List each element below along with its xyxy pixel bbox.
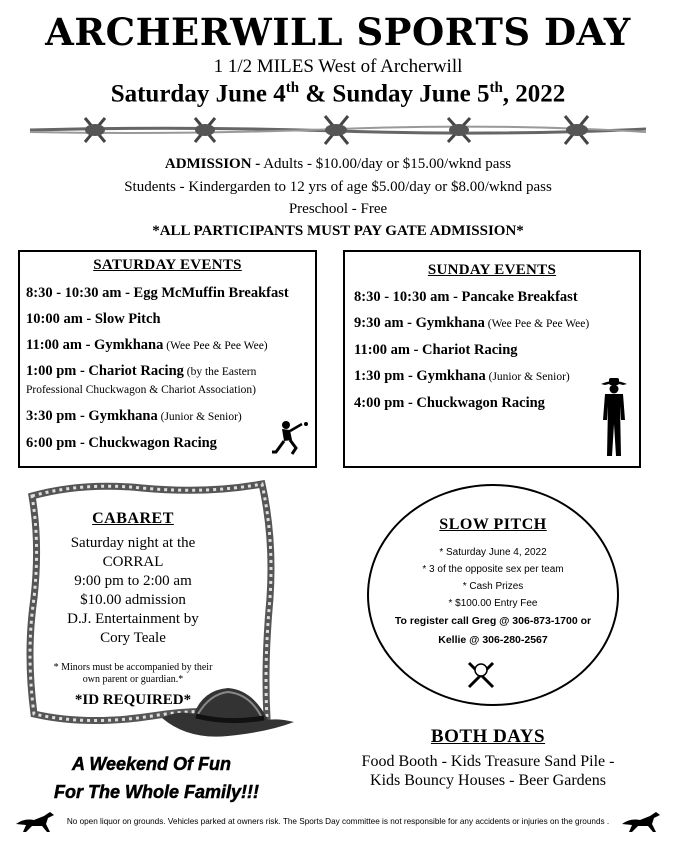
list-item bbox=[26, 363, 314, 399]
slow-pitch-heading: SLOW PITCH bbox=[439, 516, 547, 533]
crossed-bats-icon bbox=[466, 660, 496, 690]
cabaret-line: D.J. Entertainment by bbox=[67, 611, 199, 627]
list-item bbox=[354, 314, 639, 333]
event-main: 8:30 - 10:30 am - Egg McMuffin Breakfast bbox=[26, 285, 289, 301]
event-main: 10:00 am - Slow Pitch bbox=[26, 311, 161, 327]
horse-icon bbox=[620, 810, 662, 834]
saturday-heading: SATURDAY EVENTS bbox=[93, 257, 242, 273]
event-main: 8:30 - 10:30 am - Pancake Breakfast bbox=[354, 289, 578, 305]
list-item bbox=[354, 341, 639, 359]
cabaret-id-required: *ID REQUIRED* bbox=[74, 692, 192, 708]
list-item bbox=[26, 284, 314, 302]
slow-pitch-register: Kellie @ 306-280-2567 bbox=[438, 634, 548, 646]
event-main: 6:00 pm - Chuckwagon Racing bbox=[26, 435, 217, 451]
date-sat: Saturday June 4 bbox=[110, 80, 286, 108]
date-sup-1: th bbox=[285, 80, 300, 96]
date-sup-2: th bbox=[489, 80, 503, 96]
event-note: (Junior & Senior) bbox=[157, 411, 242, 423]
admission-notice: *ALL PARTICIPANTS MUST PAY GATE ADMISSION* bbox=[152, 223, 524, 239]
cabaret-line: $10.00 admission bbox=[80, 592, 186, 608]
saturday-events-box bbox=[18, 250, 317, 468]
event-note: (Junior & Senior) bbox=[485, 371, 570, 383]
list-item bbox=[26, 310, 314, 328]
slow-pitch-point: * Saturday June 4, 2022 bbox=[439, 547, 547, 558]
event-note: (Wee Pee & Pee Wee) bbox=[484, 318, 590, 330]
event-dates bbox=[0, 80, 676, 108]
admission-adults-text: Adults - $10.00/day or $15.00/wknd pass bbox=[260, 156, 512, 172]
slow-pitch-point: * $100.00 Entry Fee bbox=[448, 598, 538, 609]
location-line: 1 1/2 MILES West of Archerwill bbox=[213, 56, 463, 77]
sunday-heading: SUNDAY EVENTS bbox=[427, 262, 557, 278]
admission-preschool: Preschool - Free bbox=[288, 201, 388, 217]
both-days-section bbox=[320, 726, 656, 790]
footer-disclaimer: No open liquor on grounds. Vehicles parked at owners risk. The Sports Day committee is not responsible for any accidents or injuries on the grounds . bbox=[66, 817, 610, 826]
list-item bbox=[26, 336, 314, 355]
both-days-line: Food Booth - Kids Treasure Sand Pile - bbox=[361, 753, 615, 770]
page-title: ARCHERWILL SPORTS DAY bbox=[45, 10, 631, 54]
cowboy-hat-icon bbox=[158, 680, 298, 750]
event-note: (by the Eastern Professional Chuckwagon & Chariot Association) bbox=[26, 366, 257, 396]
both-days-heading: BOTH DAYS bbox=[430, 726, 546, 747]
event-main: 1:00 pm - Chariot Racing bbox=[26, 363, 184, 379]
cowboy-icon bbox=[597, 376, 631, 460]
cabaret-line: Cory Teale bbox=[100, 630, 166, 646]
barbed-wire-icon bbox=[30, 110, 646, 150]
cabaret-line: 9:00 pm to 2:00 am bbox=[74, 573, 192, 589]
slow-pitch-point: * 3 of the opposite sex per team bbox=[422, 564, 564, 575]
slow-pitch-point: * Cash Prizes bbox=[462, 581, 524, 592]
date-sun: & Sunday June 5 bbox=[299, 80, 490, 108]
both-days-line: Kids Bouncy Houses - Beer Gardens bbox=[370, 772, 606, 789]
event-note: (Wee Pee & Pee Wee) bbox=[163, 340, 268, 352]
event-main: 9:30 am - Gymkhana bbox=[354, 315, 485, 331]
baseball-batter-icon bbox=[262, 418, 310, 458]
date-year: , 2022 bbox=[502, 80, 566, 108]
tagline-line-1: A Weekend Of Fun bbox=[72, 754, 232, 774]
admission-students: Students - Kindergarden to 12 yrs of age $5.00/day or $8.00/wknd pass bbox=[124, 179, 552, 195]
list-item bbox=[354, 288, 639, 306]
event-main: 3:30 pm - Gymkhana bbox=[26, 408, 158, 424]
event-main: 1:30 pm - Gymkhana bbox=[354, 368, 486, 384]
event-main: 11:00 am - Gymkhana bbox=[26, 337, 164, 353]
tagline-line-2: For The Whole Family!!! bbox=[54, 782, 259, 802]
cabaret-minors-note: * Minors must be accompanied by their own parent or guardian.* bbox=[53, 662, 213, 685]
horse-icon bbox=[14, 810, 56, 834]
event-main: 11:00 am - Chariot Racing bbox=[354, 342, 518, 358]
slow-pitch-register: To register call Greg @ 306-873-1700 or bbox=[394, 615, 592, 627]
sunday-events-box bbox=[343, 250, 641, 468]
cabaret-line: Saturday night at the CORRAL bbox=[70, 535, 196, 570]
admission-adults bbox=[0, 156, 676, 173]
cabaret-heading: CABARET bbox=[92, 510, 174, 527]
admission-label: ADMISSION - bbox=[164, 156, 261, 172]
event-main: 4:00 pm - Chuckwagon Racing bbox=[354, 395, 545, 411]
